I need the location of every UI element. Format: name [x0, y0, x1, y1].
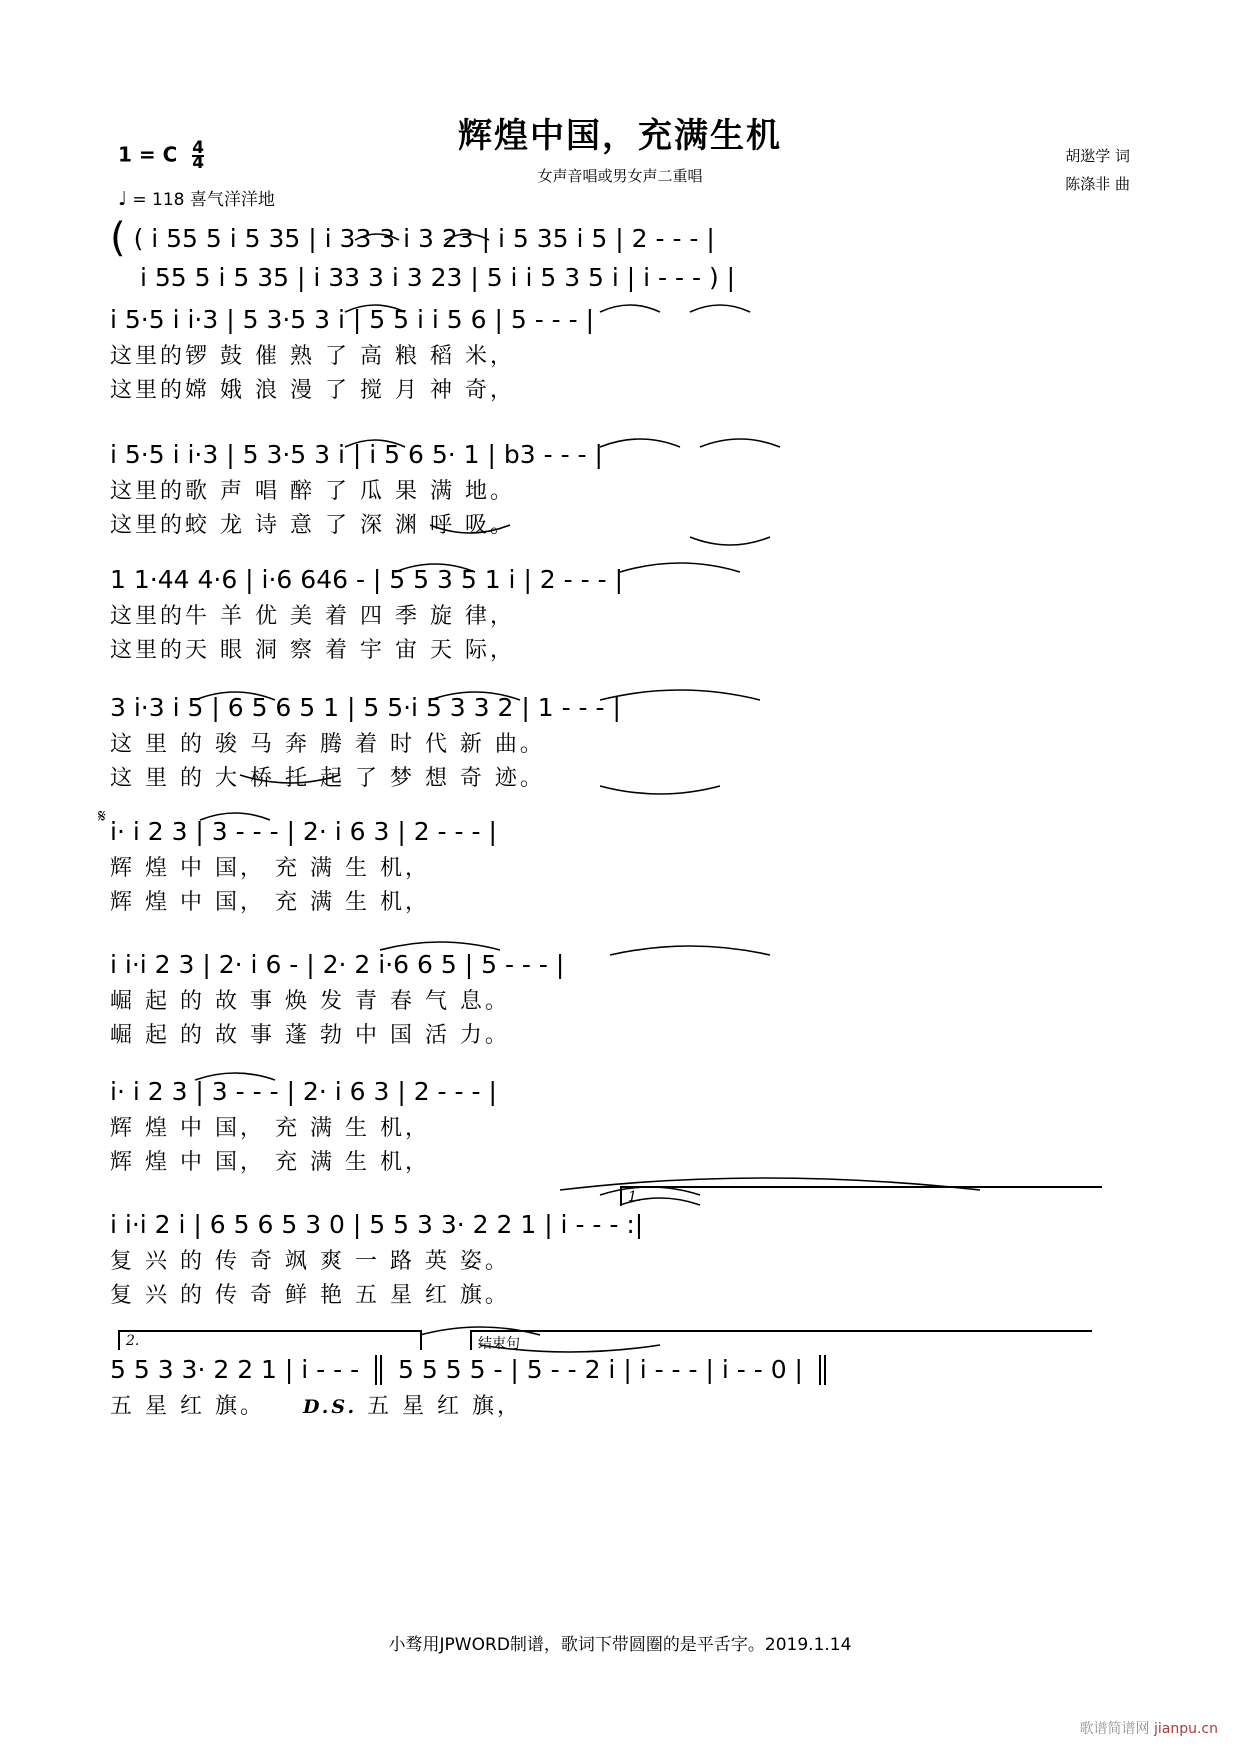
composer-credit: 陈涤非 曲	[1065, 175, 1130, 193]
verse-system-4	[110, 688, 1120, 796]
volta-bracket-2	[118, 1330, 422, 1350]
coda-label: 结束句	[478, 1336, 520, 1352]
chorus-3-lyric-line-1: 辉 煌 中 国， 充 满 生 机，	[110, 1116, 430, 1141]
quarter-note-icon: ♩	[118, 188, 127, 210]
coda-bracket	[470, 1330, 1092, 1350]
chorus-system-4	[110, 1205, 1120, 1313]
chorus-system-1	[98, 806, 1120, 920]
final-barline	[819, 1355, 826, 1385]
ds-marking: D.S.	[302, 1396, 358, 1418]
meter-numerator: 4	[192, 138, 205, 158]
note-sequence: ( i 55 5 i 5 35 | i 33 3 i 3 23 | i 5 35 i 5 | 2 - - - |	[133, 224, 715, 253]
footer-note: 小骛用JPWORD制谱，歌词下带圆圈的是平舌字。2019.1.14	[388, 1635, 852, 1655]
key-label: 1 = C	[118, 142, 178, 167]
chorus-2-lyric-line-1: 崛 起 的 故 事 焕 发 青 春 气 息。	[110, 989, 510, 1014]
chorus-1-lyric-line-1: 辉 煌 中 国， 充 满 生 机，	[110, 856, 430, 881]
volta-bracket-1	[620, 1186, 1102, 1206]
verse-3-lyric-line-2: 这里的天 眼 洞 察 着 宇 宙 天 际，	[110, 638, 515, 663]
chorus-1-lyric-line-2: 辉 煌 中 国， 充 满 生 机，	[110, 890, 430, 915]
verse-2-notes: i 5·5 i i·3 | 5 3·5 3 i | i 5 6 5· 1 | b3 - - - |	[110, 440, 603, 469]
verse-system-3	[110, 560, 1120, 668]
intro-system	[110, 215, 1120, 298]
credits	[1065, 142, 1130, 198]
chorus-system-2	[110, 945, 1120, 1053]
chorus-2-notes: i i·i 2 3 | 2· i 6 - | 2· 2 i·6 6 5 | 5 - - - |	[110, 950, 565, 979]
verse-3-lyric-line-1: 这里的牛 羊 优 美 着 四 季 旋 律，	[110, 604, 515, 629]
verse-1-lyric-line-2: 这里的嫦 娥 浪 漫 了 搅 月 神 奇，	[110, 378, 515, 403]
chorus-1-notes: i· i 2 3 | 3 - - - | 2· i 6 3 | 2 - - - |	[110, 817, 497, 846]
chorus-3-notes: i· i 2 3 | 3 - - - | 2· i 6 3 | 2 - - - |	[110, 1077, 497, 1106]
watermark-domain: jianpu.cn	[1153, 1721, 1218, 1737]
ending-lyrics	[110, 1390, 1120, 1424]
verse-4-notes: 3 i·3 i 5 | 6 5 6 5 1 | 5 5·i 5 3 3 2 | 1 - - - |	[110, 693, 621, 722]
verse-2-lyric-line-2: 这里的蛟 龙 诗 意 了 深 渊 呼 吸。	[110, 513, 515, 538]
chorus-2-lyric-line-2: 崛 起 的 故 事 蓬 勃 中 国 活 力。	[110, 1023, 510, 1048]
intro-notes-lower	[110, 258, 1120, 298]
watermark-text: 歌谱简谱网	[1079, 1721, 1150, 1737]
intro-notes-upper	[110, 215, 1120, 261]
note-sequence: i 55 5 i 5 35 | i 33 3 i 3 23 | 5 i i 5 3 5 i | i - - - ) |	[139, 263, 736, 292]
verse-1-lyric-line-1: 这里的锣 鼓 催 熟 了 高 粮 稻 米，	[110, 344, 515, 369]
verse-3-notes: 1 1·44 4·6 | i·6 646 - | 5 5 3 5 1 i | 2 - - - |	[110, 565, 623, 594]
verse-2-lyric-line-1: 这里的歌 声 唱 醉 了 瓜 果 满 地。	[110, 479, 515, 504]
verse-4-lyric-line-1: 这 里 的 骏 马 奔 腾 着 时 代 新 曲。	[110, 732, 545, 757]
chorus-system-3	[110, 1072, 1120, 1180]
page-title: 辉煌中国，充满生机	[458, 116, 782, 156]
repeat-paren-open: (	[110, 215, 126, 261]
ending-system	[110, 1350, 1120, 1424]
verse-system-2	[110, 435, 1120, 543]
volta-2-label: 2.	[126, 1333, 140, 1349]
tempo-text: = 118 喜气洋洋地	[132, 190, 275, 210]
verse-1-notes: i 5·5 i i·3 | 5 3·5 3 i | 5 5 i i 5 6 | 5 - - - |	[110, 305, 595, 334]
verse-4-lyric-line-2: 这 里 的 大 桥 托 起 了 梦 想 奇 迹。	[110, 766, 545, 791]
page-subtitle: 女声音唱或男女声二重唱	[537, 167, 703, 185]
lyricist-credit: 胡逖学 词	[1065, 147, 1130, 165]
segno-icon: 𝄋	[98, 806, 106, 827]
ending-notes-left: 5 5 3 3· 2 2 1 | i - - -	[110, 1355, 360, 1384]
ending-notes-right: 5 5 5 5 - | 5 - - 2 i | i - - - | i - - 0 |	[398, 1355, 803, 1384]
meter-denominator: 4	[192, 153, 205, 173]
chorus-4-notes: i i·i 2 i | 6 5 6 5 3 0 | 5 5 3 3· 2 2 1 | i - - - :|	[110, 1210, 644, 1239]
chorus-3-lyric-line-2: 辉 煌 中 国， 充 满 生 机，	[110, 1150, 430, 1175]
verse-system-1	[110, 300, 1120, 408]
ending-lyrics-right: 五 星 红 旗，	[367, 1394, 523, 1419]
chorus-4-lyric-line-2: 复 兴 的 传 奇 鲜 艳 五 星 红 旗。	[110, 1283, 510, 1308]
watermark	[1080, 1718, 1218, 1738]
ending-notes	[110, 1350, 1120, 1390]
chorus-4-lyric-line-1: 复 兴 的 传 奇 飒 爽 一 路 英 姿。	[110, 1249, 510, 1274]
tempo-marking	[118, 185, 275, 210]
double-barline	[375, 1355, 382, 1385]
ending-lyrics-left: 五 星 红 旗。	[110, 1394, 265, 1419]
volta-1-label: 1.	[628, 1189, 642, 1205]
